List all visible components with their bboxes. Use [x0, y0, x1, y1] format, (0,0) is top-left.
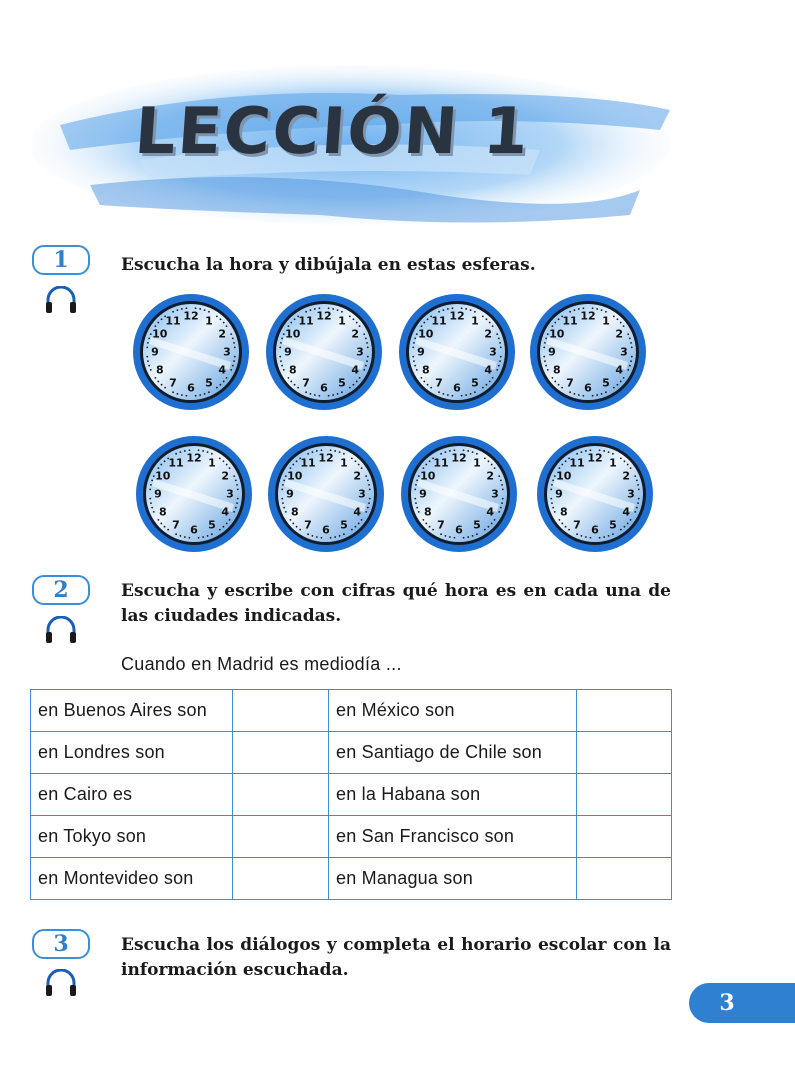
- clock-number: 9: [151, 345, 159, 359]
- clock-number: 11: [431, 314, 447, 328]
- clock-number: 4: [486, 505, 495, 519]
- clock-number: 12: [183, 309, 199, 323]
- clock-number: 11: [569, 456, 585, 470]
- clock-number: 9: [548, 345, 556, 359]
- clock-number: 2: [351, 327, 360, 341]
- table-row: [31, 816, 672, 858]
- clock-number: 8: [421, 363, 430, 377]
- clock-face[interactable]: [264, 292, 384, 412]
- clock-number: 1: [338, 314, 346, 328]
- clock-number: 9: [555, 487, 563, 501]
- clock-face[interactable]: [397, 292, 517, 412]
- clock-number: 3: [356, 345, 364, 359]
- city-label: en Tokyo son: [31, 816, 233, 858]
- clock-number: 8: [158, 505, 167, 519]
- clock-number: 10: [287, 469, 303, 483]
- clock-number: 9: [154, 487, 162, 501]
- clock-number: 2: [622, 469, 631, 483]
- time-answer-cell[interactable]: [577, 732, 672, 774]
- clock-number: 4: [622, 505, 631, 519]
- clock-number: 1: [602, 314, 610, 328]
- clock-number: 4: [218, 363, 227, 377]
- headphones-icon: [44, 616, 78, 644]
- clock-number: 8: [559, 505, 568, 519]
- clock-number: 7: [302, 376, 310, 390]
- clock-number: 12: [186, 451, 202, 465]
- clock-number: 12: [587, 451, 603, 465]
- clock-number: 11: [168, 456, 184, 470]
- clock-number: 9: [284, 345, 292, 359]
- clock-number: 2: [486, 469, 495, 483]
- clock-number: 11: [562, 314, 578, 328]
- clock-number: 5: [205, 376, 213, 390]
- clock-number: 4: [351, 363, 360, 377]
- clock-number: 2: [484, 327, 493, 341]
- clock-face[interactable]: [131, 292, 251, 412]
- clock-number: 3: [627, 487, 635, 501]
- time-answer-cell[interactable]: [577, 690, 672, 732]
- clock-number: 9: [419, 487, 427, 501]
- time-answer-cell[interactable]: [233, 732, 329, 774]
- clock-number: 5: [340, 518, 348, 532]
- clock-number: 11: [298, 314, 314, 328]
- clock-number: 7: [437, 518, 445, 532]
- clock-number: 12: [316, 309, 332, 323]
- clock-number: 10: [420, 469, 436, 483]
- time-answer-cell[interactable]: [577, 774, 672, 816]
- clock-number: 1: [205, 314, 213, 328]
- exercise-instruction: Escucha y escribe con cifras qué hora es en cada una de las ciudades indicadas.: [121, 581, 671, 626]
- clock-number: 7: [435, 376, 443, 390]
- city-label: en Montevideo son: [31, 858, 233, 900]
- clock-number: 3: [620, 345, 628, 359]
- clock-number: 6: [584, 381, 592, 395]
- city-label: en Cairo es: [31, 774, 233, 816]
- clock-number: 8: [290, 505, 299, 519]
- time-answer-cell[interactable]: [233, 690, 329, 732]
- clock-face[interactable]: [266, 434, 386, 554]
- clock-number: 6: [322, 523, 330, 537]
- city-times-table: [30, 689, 672, 900]
- clock-number: 7: [566, 376, 574, 390]
- clock-number: 7: [169, 376, 177, 390]
- clock-number: 11: [300, 456, 316, 470]
- table-row: [31, 690, 672, 732]
- exercise-number-badge: 2: [32, 575, 90, 605]
- city-label: en Santiago de Chile son: [329, 732, 577, 774]
- time-answer-cell[interactable]: [233, 858, 329, 900]
- clock-face[interactable]: [528, 292, 648, 412]
- table-row: [31, 774, 672, 816]
- clock-number: 5: [609, 518, 617, 532]
- clock-number: 2: [221, 469, 230, 483]
- clock-number: 8: [423, 505, 432, 519]
- clock-number: 8: [288, 363, 297, 377]
- clock-number: 4: [484, 363, 493, 377]
- headphones-icon: [44, 969, 78, 997]
- clock-number: 4: [221, 505, 230, 519]
- clock-number: 2: [218, 327, 227, 341]
- clock-number: 10: [155, 469, 171, 483]
- clock-number: 2: [615, 327, 624, 341]
- clock-number: 5: [602, 376, 610, 390]
- table-row: [31, 858, 672, 900]
- page-number: 3: [689, 983, 795, 1023]
- exercise-intro-text: Cuando en Madrid es mediodía ...: [121, 654, 402, 674]
- exercise-number-badge: 3: [32, 929, 90, 959]
- clock-face[interactable]: [399, 434, 519, 554]
- clock-number: 1: [473, 456, 481, 470]
- clock-number: 6: [455, 523, 463, 537]
- time-answer-cell[interactable]: [577, 858, 672, 900]
- clock-number: 12: [318, 451, 334, 465]
- time-answer-cell[interactable]: [233, 774, 329, 816]
- clock-number: 11: [433, 456, 449, 470]
- clock-number: 10: [152, 327, 168, 341]
- city-label: en la Habana son: [329, 774, 577, 816]
- clock-number: 1: [208, 456, 216, 470]
- time-answer-cell[interactable]: [233, 816, 329, 858]
- clock-number: 12: [580, 309, 596, 323]
- clock-number: 10: [549, 327, 565, 341]
- clock-number: 6: [591, 523, 599, 537]
- clock-number: 8: [552, 363, 561, 377]
- clock-number: 5: [338, 376, 346, 390]
- clock-number: 1: [340, 456, 348, 470]
- clock-face[interactable]: [134, 434, 254, 554]
- clock-number: 3: [223, 345, 231, 359]
- clock-number: 1: [471, 314, 479, 328]
- table-row: [31, 732, 672, 774]
- clock-number: 8: [155, 363, 164, 377]
- city-label: en México son: [329, 690, 577, 732]
- clock-number: 6: [453, 381, 461, 395]
- clock-number: 10: [556, 469, 572, 483]
- clock-number: 9: [286, 487, 294, 501]
- clock-number: 5: [473, 518, 481, 532]
- clock-number: 4: [615, 363, 624, 377]
- clock-number: 9: [417, 345, 425, 359]
- clock-number: 6: [187, 381, 195, 395]
- clock-number: 11: [165, 314, 181, 328]
- exercise-instruction: Escucha los diálogos y completa el horario escolar con la información escuchada.: [121, 935, 671, 980]
- clock-number: 4: [353, 505, 362, 519]
- clock-number: 3: [489, 345, 497, 359]
- clock-number: 3: [358, 487, 366, 501]
- time-answer-cell[interactable]: [577, 816, 672, 858]
- city-label: en San Francisco son: [329, 816, 577, 858]
- clock-number: 2: [353, 469, 362, 483]
- headphones-icon: [44, 286, 78, 314]
- clock-number: 5: [208, 518, 216, 532]
- clock-number: 3: [491, 487, 499, 501]
- clock-number: 1: [609, 456, 617, 470]
- city-label: en Buenos Aires son: [31, 690, 233, 732]
- clock-number: 7: [573, 518, 581, 532]
- clock-number: 10: [418, 327, 434, 341]
- exercise-number-badge: 1: [32, 245, 90, 275]
- lesson-title: LECCIÓN 1: [132, 95, 533, 169]
- clock-number: 5: [471, 376, 479, 390]
- clock-number: 12: [451, 451, 467, 465]
- city-label: en Managua son: [329, 858, 577, 900]
- clock-number: 12: [449, 309, 465, 323]
- clock-number: 6: [320, 381, 328, 395]
- clock-number: 10: [285, 327, 301, 341]
- exercise-instruction: Escucha la hora y dibújala en estas esferas.: [121, 255, 536, 275]
- clock-face[interactable]: [535, 434, 655, 554]
- clock-number: 7: [172, 518, 180, 532]
- city-label: en Londres son: [31, 732, 233, 774]
- clock-number: 7: [304, 518, 312, 532]
- lesson-title-block: [132, 95, 605, 185]
- clock-number: 6: [190, 523, 198, 537]
- clock-number: 3: [226, 487, 234, 501]
